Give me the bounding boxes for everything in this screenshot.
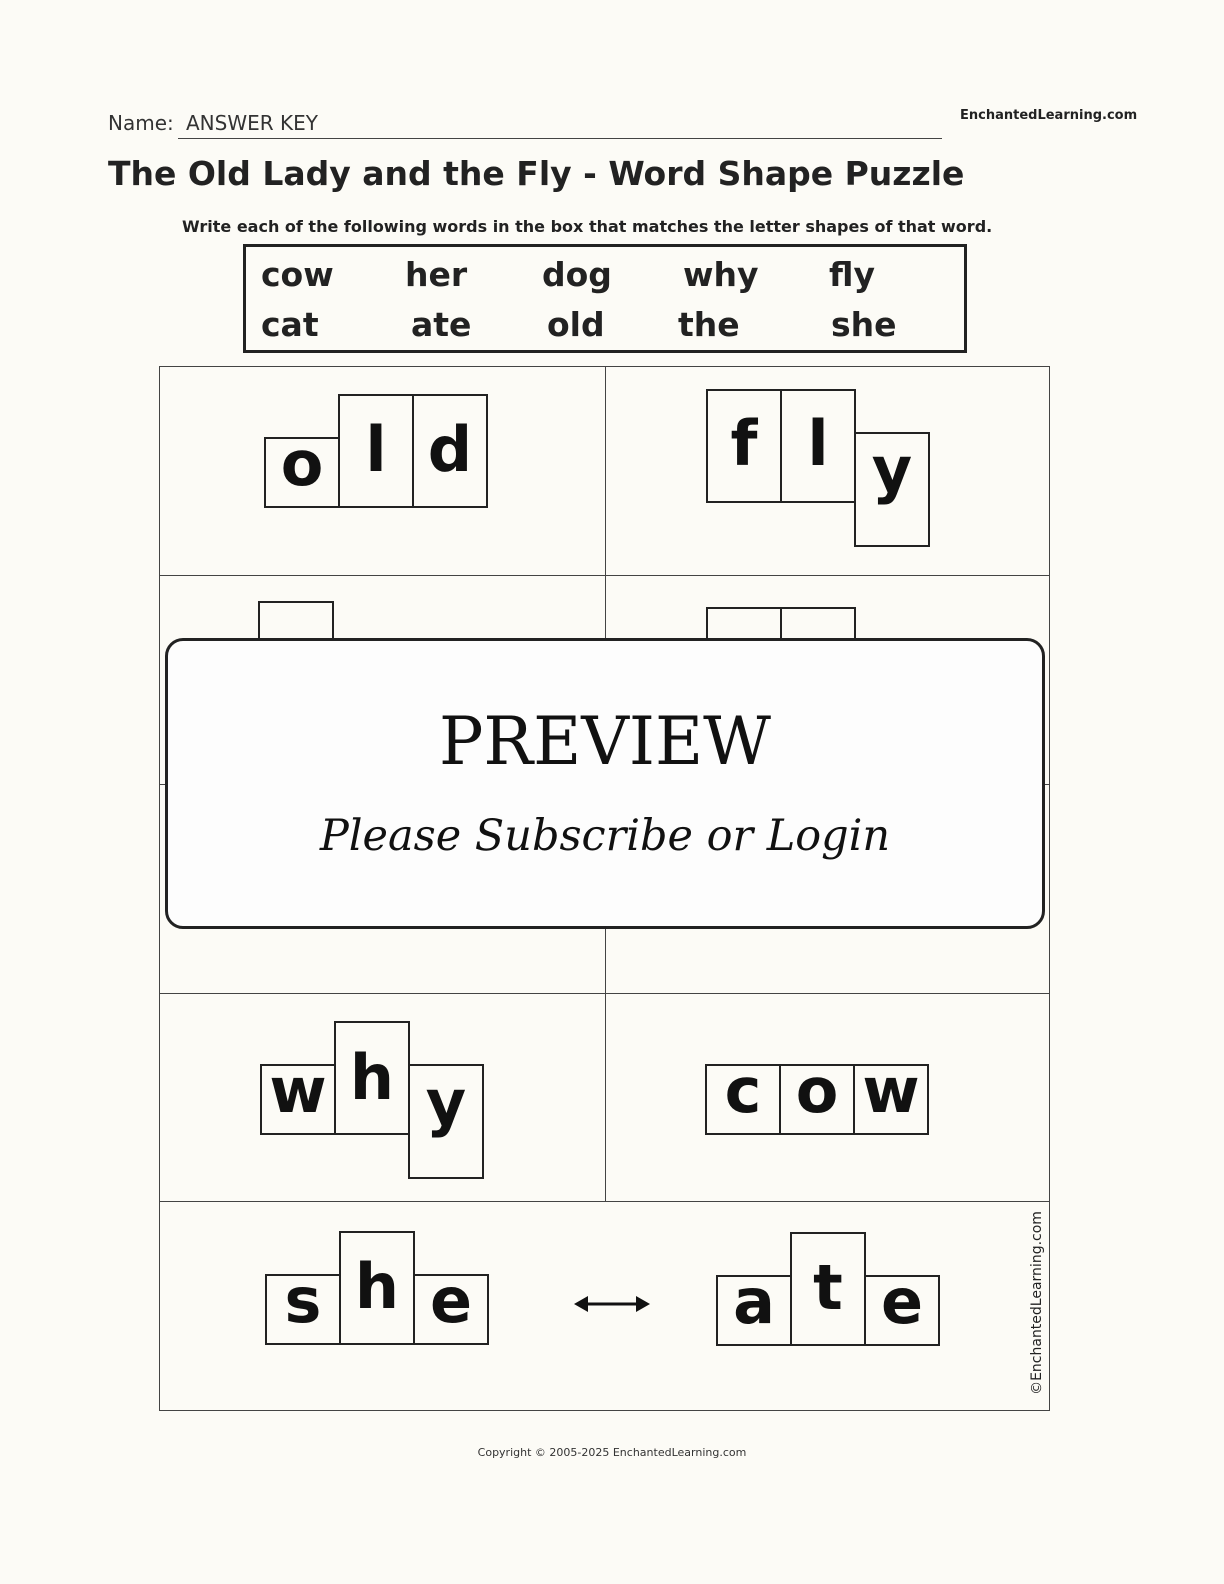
letter: w <box>269 1054 327 1127</box>
word-bank-item: cat <box>261 305 319 344</box>
word-bank <box>243 244 967 353</box>
grid-divider <box>160 1201 1049 1202</box>
footer-copyright: Copyright © 2005-2025 EnchantedLearning.com <box>477 1446 747 1459</box>
letter: o <box>280 427 324 500</box>
preview-overlay[interactable] <box>165 638 1045 929</box>
letter: y <box>871 433 913 506</box>
word-bank-item: dog <box>542 255 612 294</box>
instructions: Write each of the following words in the box that matches the letter shapes of that word. <box>182 217 993 236</box>
letter: f <box>730 407 758 480</box>
name-label: Name: <box>108 111 174 135</box>
site-name[interactable]: EnchantedLearning.com <box>960 108 1138 123</box>
word-bank-item: the <box>678 305 740 344</box>
letter: t <box>813 1251 843 1324</box>
word-bank-item: why <box>683 255 759 294</box>
letter: h <box>354 1250 400 1323</box>
word-bank-item: ate <box>411 305 472 344</box>
word-bank-item: cow <box>261 255 334 294</box>
page-title: The Old Lady and the Fly - Word Shape Puzzle <box>108 154 965 193</box>
letter: l <box>365 413 387 486</box>
preview-title: PREVIEW <box>438 703 772 780</box>
letter: w <box>862 1054 920 1127</box>
letter: e <box>429 1264 473 1337</box>
letter: c <box>724 1054 762 1127</box>
word-bank-item: old <box>547 305 605 344</box>
name-underline <box>178 138 942 139</box>
letter: s <box>284 1264 322 1337</box>
vertical-copyright-text: ©EnchantedLearning.com <box>1029 1211 1045 1395</box>
vertical-copyright <box>1026 1208 1048 1398</box>
word-bank-item: her <box>405 255 468 294</box>
preview-subtitle[interactable]: Please Subscribe or Login <box>319 811 891 861</box>
letter: h <box>349 1041 395 1114</box>
word-bank-item: she <box>831 305 897 344</box>
letter: a <box>733 1265 775 1338</box>
letter: o <box>795 1054 839 1127</box>
letter: l <box>807 407 829 480</box>
name-value: ANSWER KEY <box>186 111 318 135</box>
letter: d <box>427 413 473 486</box>
letter: e <box>880 1265 924 1338</box>
double-arrow-icon <box>572 1291 652 1317</box>
word-bank-item: fly <box>829 255 875 294</box>
letter: y <box>425 1066 467 1139</box>
